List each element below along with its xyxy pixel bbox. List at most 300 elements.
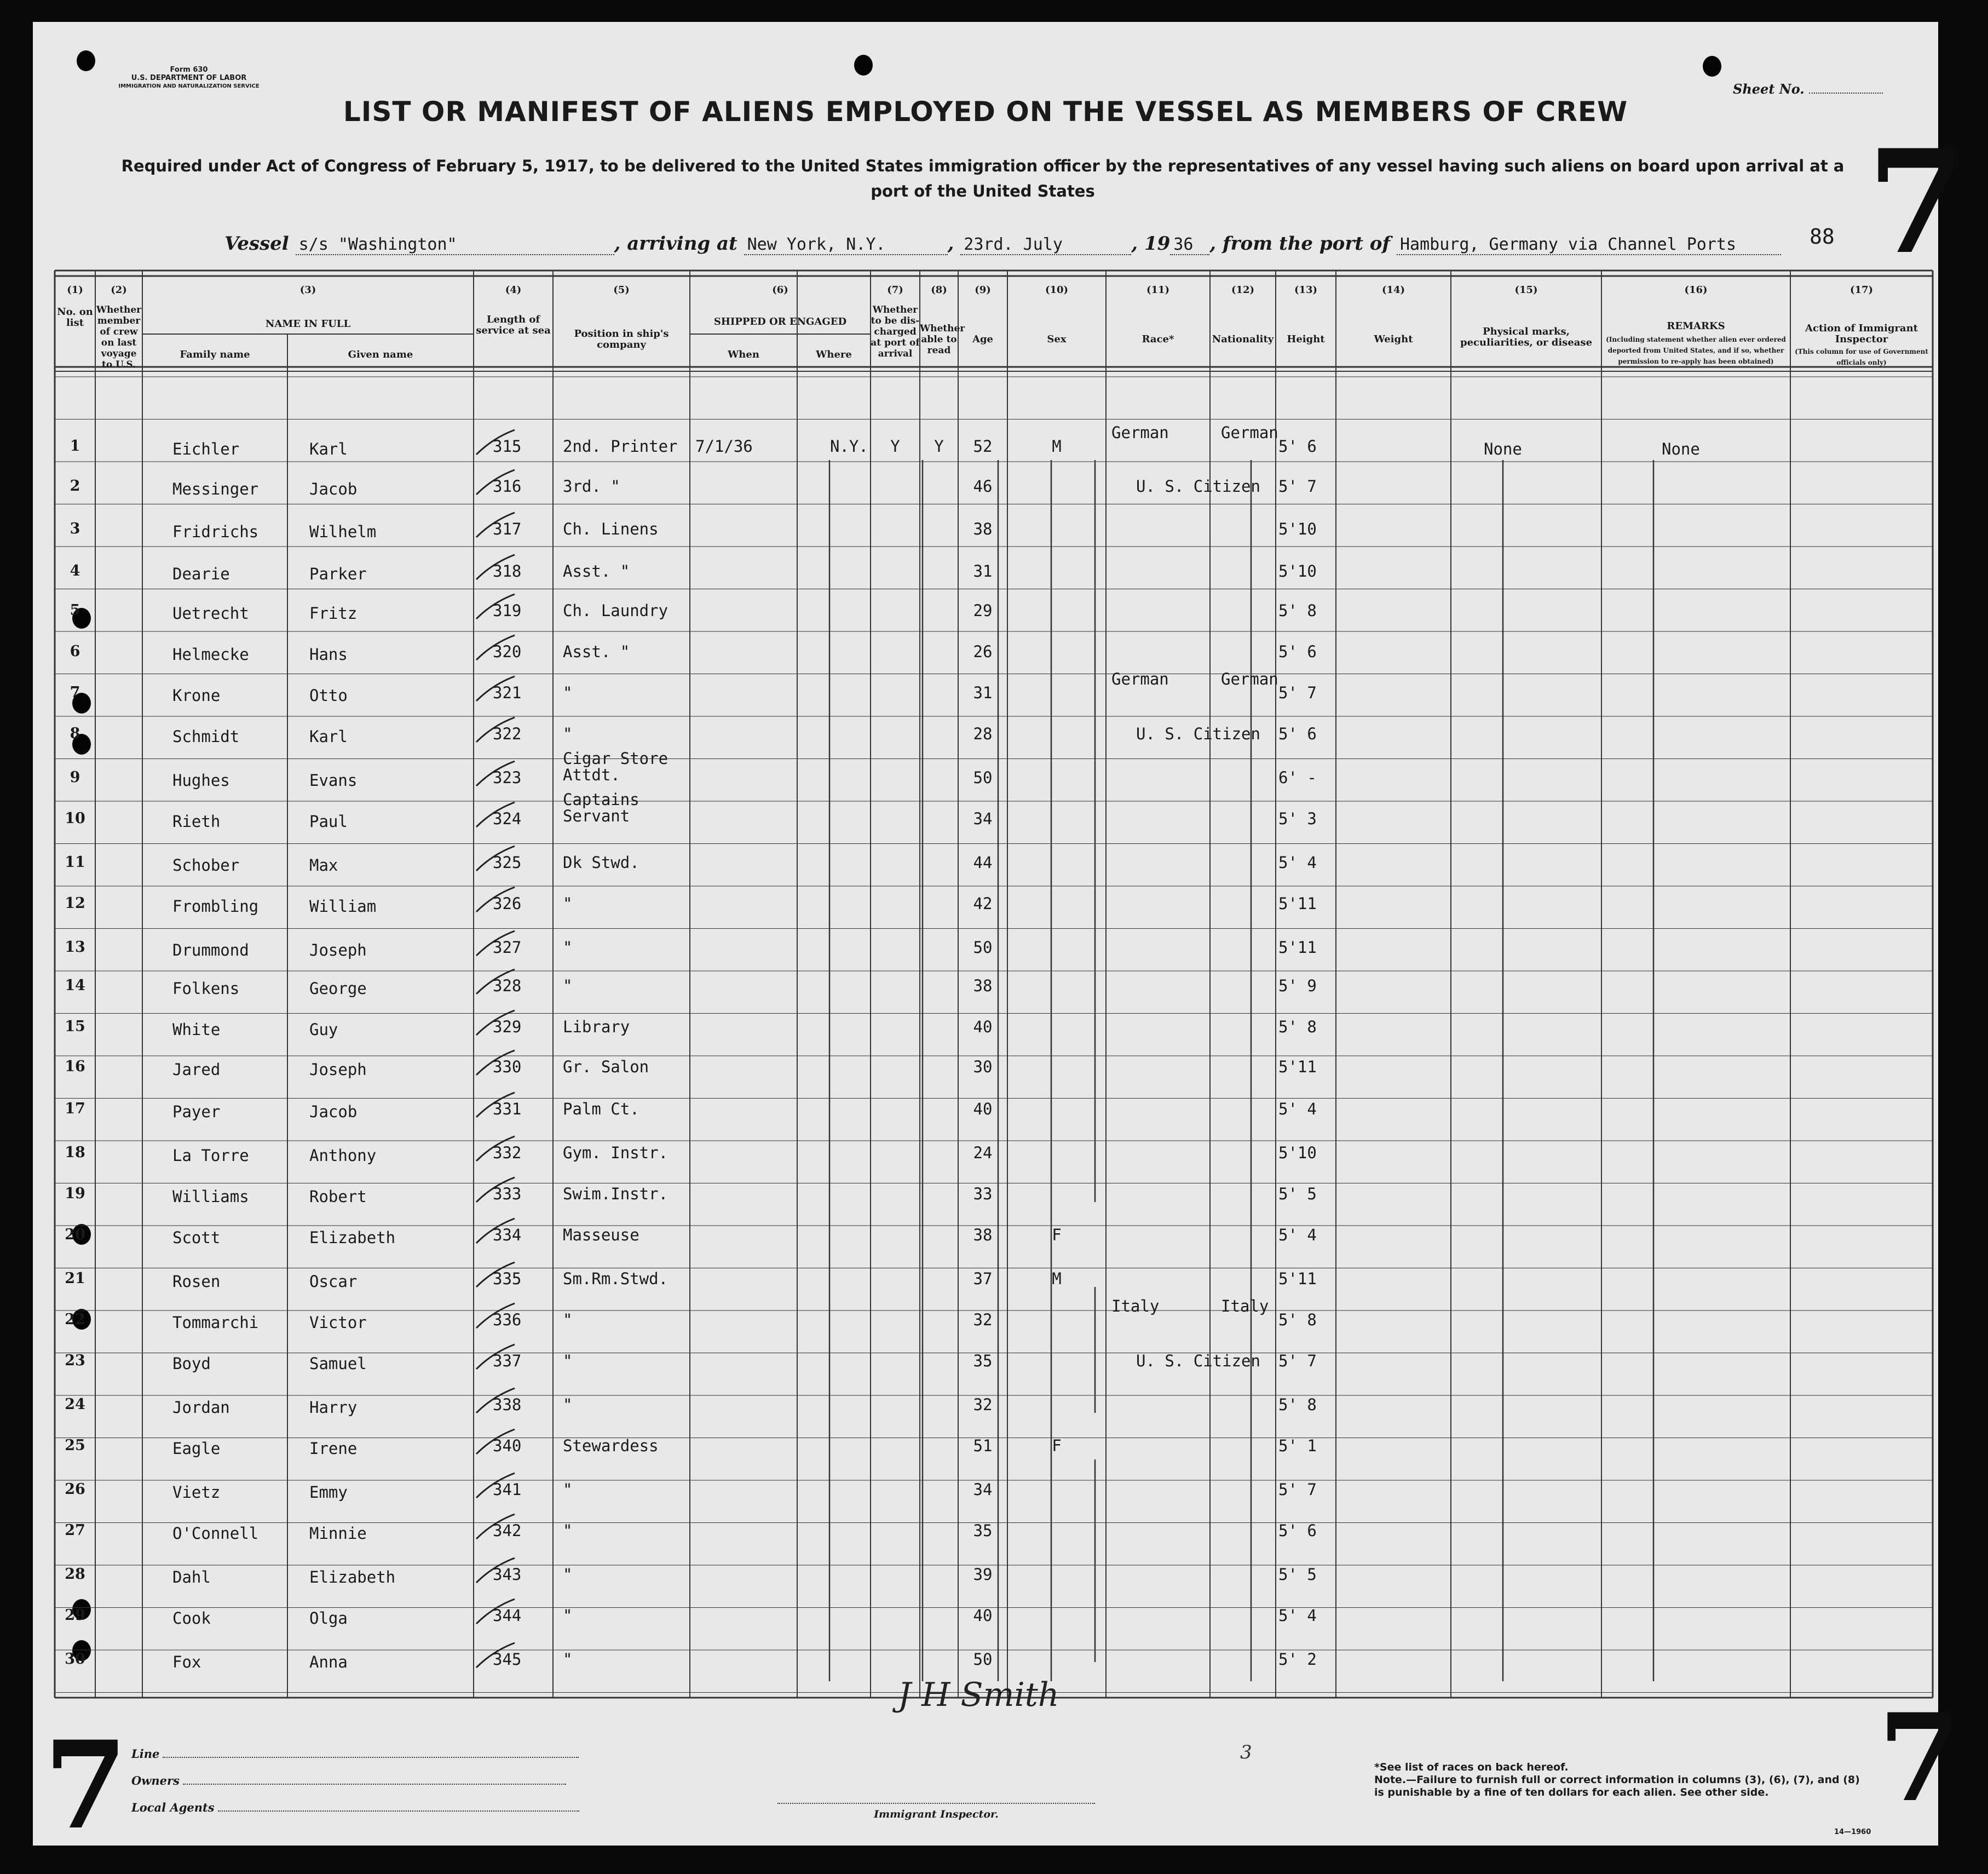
height: 5' 1 (1278, 1436, 1317, 1455)
given-name: Elizabeth (309, 1228, 396, 1247)
height: 5'11 (1278, 1057, 1317, 1076)
arriving-at: New York, N.Y. (744, 235, 948, 255)
given-name: Jacob (309, 1102, 358, 1121)
given-name: Karl (309, 727, 348, 746)
position: " (563, 894, 573, 913)
length-of-service: 318 (493, 562, 522, 580)
age: 33 (973, 1185, 993, 1203)
given-name: George (309, 979, 367, 998)
height: 5'10 (1278, 1143, 1317, 1162)
age: 34 (973, 809, 993, 828)
race-note: *See list of races on back hereof. (1374, 1761, 1569, 1773)
header-action-of-inspector: Action of Immigrant Inspector (1805, 323, 1918, 345)
row-number: 17 (65, 1100, 85, 1117)
age: 46 (973, 477, 993, 496)
height: 5' 6 (1278, 1521, 1317, 1540)
position: Sm.Rm.Stwd. (563, 1269, 669, 1288)
header-where: Where (816, 349, 852, 360)
age: 38 (973, 520, 993, 538)
family-name: Frombling (172, 897, 259, 916)
nationality: German (1221, 423, 1278, 442)
header-no-on-list: No. on list (57, 306, 93, 329)
given-name: Max (309, 856, 338, 875)
sex: F (1052, 1226, 1062, 1244)
given-name: Wilhelm (309, 522, 377, 541)
height: 5' 5 (1278, 1565, 1317, 1584)
height: 6' - (1278, 768, 1317, 787)
penalty-note: Note.—Failure to furnish full or correct information in columns (3), (6), (7), and (8) is punishable by a fine of ten dollars for each alien. See other side. (1374, 1774, 1860, 1798)
row-number: 14 (65, 977, 85, 994)
given-name: Parker (309, 565, 367, 583)
position: Asst. " (563, 642, 630, 661)
family-name: White (172, 1020, 221, 1039)
given-name: Irene (309, 1439, 358, 1458)
given-name: Samuel (309, 1354, 367, 1373)
height: 5'10 (1278, 562, 1317, 580)
column-number: (4) (505, 284, 522, 296)
length-of-service: 335 (493, 1269, 522, 1288)
height: 5' 2 (1278, 1650, 1317, 1669)
row-number: 30 (65, 1651, 85, 1668)
length-of-service: 329 (493, 1018, 522, 1036)
arrival-year: 36 (1170, 235, 1209, 255)
family-name: Uetrecht (172, 604, 249, 623)
race: German (1111, 423, 1169, 442)
line-field (131, 1747, 579, 1761)
able-to-read: Y (934, 437, 944, 456)
position: Captains (563, 790, 639, 809)
given-name: Victor (309, 1313, 367, 1332)
agents-label: Local Agents (131, 1801, 215, 1814)
position: " (563, 976, 573, 995)
header-weight: Weight (1374, 334, 1413, 345)
row-number: 13 (65, 939, 85, 956)
length-of-service: 342 (493, 1521, 522, 1540)
family-name: Fridrichs (172, 522, 259, 541)
race: German (1111, 670, 1169, 688)
age: 28 (973, 725, 993, 743)
row-number: 25 (65, 1437, 85, 1454)
age: 50 (973, 768, 993, 787)
column-number: (9) (975, 284, 991, 296)
header-able-to-read: Whether able to read (920, 323, 965, 356)
row-number: 27 (65, 1522, 85, 1539)
height: 5' 9 (1278, 976, 1317, 995)
column-number: (13) (1294, 284, 1318, 296)
row-number: 3 (70, 520, 80, 537)
length-of-service: 341 (493, 1480, 522, 1499)
page-title: LIST OR MANIFEST OF ALIENS EMPLOYED ON THE VESSEL AS MEMBERS OF CREW (343, 96, 1628, 128)
position: Gym. Instr. (563, 1143, 669, 1162)
header-when: When (728, 349, 759, 360)
header-height: Height (1287, 334, 1325, 345)
row-number: 18 (65, 1144, 85, 1161)
given-name: Jacob (309, 480, 358, 498)
owners-blank (183, 1784, 566, 1785)
height: 5' 8 (1278, 1018, 1317, 1036)
given-name: Joseph (309, 1060, 367, 1079)
position: " (563, 683, 573, 702)
form-number: Form 630 (170, 66, 208, 74)
given-name: Olga (309, 1609, 348, 1628)
age: 29 (973, 601, 993, 620)
height: 5'11 (1278, 938, 1317, 957)
row-number: 24 (65, 1396, 85, 1413)
header-given-name: Given name (348, 349, 413, 360)
column-number: (17) (1849, 284, 1874, 296)
row-number: 19 (65, 1185, 85, 1202)
row-number: 20 (65, 1226, 85, 1243)
family-name: Scott (172, 1228, 221, 1247)
column-number: (2) (111, 284, 127, 296)
agents-blank (218, 1810, 579, 1812)
race: U. S. Citizen (1136, 725, 1260, 743)
race: Italy (1111, 1297, 1160, 1315)
manifest-sheet (33, 22, 1966, 1856)
length-of-service: 337 (493, 1352, 522, 1370)
age: 32 (973, 1395, 993, 1414)
length-of-service: 320 (493, 642, 522, 661)
family-name: Cook (172, 1609, 211, 1628)
position: " (563, 1650, 573, 1669)
sex: M (1052, 1269, 1062, 1288)
family-name: Fox (172, 1653, 201, 1671)
footer-form-number: 14—1960 (1834, 1828, 1871, 1836)
family-name: Schmidt (172, 727, 240, 746)
page-mark: 3 (1240, 1741, 1252, 1763)
age: 44 (973, 853, 993, 872)
row-number: 15 (65, 1018, 85, 1035)
header-whether-member: Whether member of crew on last voyage to U.S. (96, 304, 142, 370)
family-name: Drummond (172, 941, 249, 959)
owners-label: Owners (131, 1774, 180, 1787)
sex: M (1052, 437, 1062, 456)
age: 38 (973, 976, 993, 995)
position: " (563, 1606, 573, 1625)
row-number: 10 (65, 810, 85, 827)
column-number: (6) (772, 284, 788, 296)
header-race: Race* (1142, 334, 1174, 345)
given-name: Guy (309, 1020, 338, 1039)
length-of-service: 336 (493, 1310, 522, 1329)
height: 5' 7 (1278, 477, 1317, 496)
height: 5' 4 (1278, 1100, 1317, 1118)
remarks: None (1662, 440, 1700, 458)
row-number: 21 (65, 1270, 85, 1287)
column-number: (10) (1045, 284, 1069, 296)
length-of-service: 328 (493, 976, 522, 995)
service: IMMIGRATION AND NATURALIZATION SERVICE (118, 83, 260, 89)
height: 5'10 (1278, 520, 1317, 538)
row-number: 26 (65, 1481, 85, 1498)
physical-marks: None (1484, 440, 1522, 458)
length-of-service: 321 (493, 683, 522, 702)
length-of-service: 327 (493, 938, 522, 957)
row-number: 12 (65, 895, 85, 912)
position: Dk Stwd. (563, 853, 639, 872)
length-of-service: 323 (493, 768, 522, 787)
line-blank (163, 1757, 579, 1758)
column-number: (1) (67, 284, 83, 296)
row-number: 16 (65, 1058, 85, 1075)
height: 5'11 (1278, 894, 1317, 913)
length-of-service: 345 (493, 1650, 522, 1669)
discharged: Y (890, 437, 900, 456)
family-name: Rieth (172, 812, 221, 831)
position: " (563, 1565, 573, 1584)
column-number: (11) (1146, 284, 1170, 296)
row-number: 4 (70, 562, 80, 579)
header-discharged: Whether to be dis-charged at port of arrival (871, 304, 920, 359)
age: 26 (973, 642, 993, 661)
length-of-service: 319 (493, 601, 522, 620)
height: 5' 3 (1278, 809, 1317, 828)
height: 5' 5 (1278, 1185, 1317, 1203)
inspector-signature: J H Smith (898, 1676, 1059, 1714)
length-of-service: 315 (493, 437, 522, 456)
row-number: 29 (65, 1607, 85, 1624)
length-of-service: 322 (493, 725, 522, 743)
header-age: Age (972, 334, 993, 345)
position: Masseuse (563, 1226, 639, 1244)
given-name: Otto (309, 686, 348, 705)
age: 37 (973, 1269, 993, 1288)
age: 51 (973, 1436, 993, 1455)
length-of-service: 331 (493, 1100, 522, 1118)
position: " (563, 1310, 573, 1329)
family-name: Eagle (172, 1439, 221, 1458)
family-name: Hughes (172, 771, 230, 790)
arriving-label: , arriving at (614, 233, 737, 255)
position: Servant (563, 807, 630, 825)
row-number: 6 (70, 643, 80, 660)
given-name: Paul (309, 812, 348, 831)
row-number: 1 (70, 438, 80, 455)
family-name: Dearie (172, 565, 230, 583)
position: Gr. Salon (563, 1057, 649, 1076)
column-number: (15) (1514, 284, 1538, 296)
position: 2nd. Printer (563, 437, 678, 456)
header-nationality: Nationality (1212, 334, 1274, 345)
family-name: Vietz (172, 1483, 221, 1502)
family-name: Messinger (172, 480, 259, 498)
length-of-service: 325 (493, 853, 522, 872)
height: 5' 6 (1278, 642, 1317, 661)
given-name: Elizabeth (309, 1568, 396, 1586)
length-of-service: 316 (493, 477, 522, 496)
position: Swim.Instr. (563, 1185, 669, 1203)
header-shipped-or-engaged: SHIPPED OR ENGAGED (713, 316, 847, 327)
sheet-big-number: 7 (1867, 119, 1966, 286)
height: 5' 7 (1278, 1352, 1317, 1370)
row-number: 8 (70, 725, 80, 742)
row-number: 2 (70, 478, 80, 495)
owners-field (131, 1774, 579, 1787)
position: Cigar Store (563, 749, 669, 768)
position: Ch. Laundry (563, 601, 669, 620)
position: " (563, 1395, 573, 1414)
given-name: Robert (309, 1187, 367, 1206)
header-length-of-service: Length of service at sea (476, 314, 551, 336)
footer-fields (131, 1747, 579, 1827)
shipped-where: N.Y. (830, 437, 868, 456)
family-name: Jordan (172, 1398, 230, 1417)
height: 5' 8 (1278, 601, 1317, 620)
header-name-in-full: NAME IN FULL (265, 318, 351, 330)
family-name: Williams (172, 1187, 249, 1206)
position: Attdt. (563, 766, 620, 784)
age: 35 (973, 1521, 993, 1540)
given-name: Fritz (309, 604, 358, 623)
position: Library (563, 1018, 630, 1036)
position: " (563, 1521, 573, 1540)
family-name: Boyd (172, 1354, 211, 1373)
height: 5' 8 (1278, 1310, 1317, 1329)
position: Ch. Linens (563, 520, 659, 538)
family-name: Folkens (172, 979, 240, 998)
footer-big-number-left: 7 (44, 1714, 128, 1856)
row-number: 9 (70, 769, 80, 786)
family-name: O'Connell (172, 1524, 259, 1543)
given-name: Harry (309, 1398, 358, 1417)
age: 50 (973, 1650, 993, 1669)
family-name: Schober (172, 856, 240, 875)
column-number: (3) (299, 284, 316, 296)
column-number: (14) (1381, 284, 1405, 296)
from-port: Hamburg, Germany via Channel Ports (1397, 235, 1781, 255)
age: 40 (973, 1606, 993, 1625)
position: " (563, 1480, 573, 1499)
position: Palm Ct. (563, 1100, 639, 1118)
length-of-service: 324 (493, 809, 522, 828)
length-of-service: 334 (493, 1226, 522, 1244)
age: 34 (973, 1480, 993, 1499)
height: 5'11 (1278, 1269, 1317, 1288)
length-of-service: 330 (493, 1057, 522, 1076)
position: Asst. " (563, 562, 630, 580)
age: 40 (973, 1100, 993, 1118)
age: 31 (973, 683, 993, 702)
footer-big-number-right: 7 (1878, 1687, 1962, 1829)
family-name: Payer (172, 1102, 221, 1121)
age: 40 (973, 1018, 993, 1036)
header-family-name: Family name (180, 349, 250, 360)
height: 5' 6 (1278, 437, 1317, 456)
line-label: Line (131, 1747, 160, 1761)
height: 5' 4 (1278, 1606, 1317, 1625)
shipped-when: 7/1/36 (695, 437, 753, 456)
height: 5' 7 (1278, 683, 1317, 702)
header-remarks: REMARKS (1667, 320, 1725, 332)
row-number: 5 (70, 602, 80, 619)
family-name: Jared (172, 1060, 221, 1079)
vessel-name: s/s "Washington" (296, 235, 614, 255)
height: 5' 7 (1278, 1480, 1317, 1499)
given-name: Joseph (309, 941, 367, 959)
vessel-line: Vessel s/s "Washington" , arriving at New York, N.Y. , 23rd. July , 19 36 , from the port of Hamburg, Germany via Channel Ports (224, 233, 1781, 255)
row-number: 22 (65, 1311, 85, 1328)
page-subtitle: Required under Act of Congress of February 5, 1917, to be delivered to the United States immigration officer by the representatives of any vessel having such aliens on board upon arrival at a port of the United States (121, 157, 1845, 200)
nationality: German (1221, 670, 1278, 688)
age: 31 (973, 562, 993, 580)
age: 32 (973, 1310, 993, 1329)
race: U. S. Citizen (1136, 477, 1260, 496)
race: U. S. Citizen (1136, 1352, 1260, 1370)
row-number: 7 (70, 684, 80, 701)
age: 24 (973, 1143, 993, 1162)
position: 3rd. " (563, 477, 620, 496)
given-name: Minnie (309, 1524, 367, 1543)
age: 42 (973, 894, 993, 913)
header-remarks-note: (Including statement whether alien ever ordered deported from United States, and if so, whether permission to re-apply has been obtained) (1606, 336, 1786, 365)
given-name: Anthony (309, 1146, 377, 1165)
column-number: (7) (887, 284, 903, 296)
age: 52 (973, 437, 993, 456)
row-number: 23 (65, 1352, 85, 1369)
age: 38 (973, 1226, 993, 1244)
height: 5' 6 (1278, 725, 1317, 743)
length-of-service: 340 (493, 1436, 522, 1455)
position: " (563, 725, 573, 743)
length-of-service: 332 (493, 1143, 522, 1162)
given-name: Karl (309, 440, 348, 458)
length-of-service: 333 (493, 1185, 522, 1203)
arrival-date: 23rd. July (960, 235, 1131, 255)
given-name: Oscar (309, 1272, 358, 1291)
footer-note (1374, 1761, 1867, 1799)
given-name: William (309, 897, 377, 916)
column-number: (16) (1684, 284, 1708, 296)
row-number: 28 (65, 1566, 85, 1583)
header-physical-marks: Physical marks, peculiarities, or disease (1460, 326, 1593, 348)
header-action-note: (This column for use of Government officials only) (1795, 348, 1928, 366)
height: 5' 8 (1278, 1395, 1317, 1414)
given-name: Hans (309, 645, 348, 664)
sheet-number-label: Sheet No. (1733, 81, 1805, 97)
column-number: (8) (931, 284, 947, 296)
inspector-label: Immigrant Inspector. (777, 1803, 1095, 1820)
age: 35 (973, 1352, 993, 1370)
height: 5' 4 (1278, 853, 1317, 872)
length-of-service: 317 (493, 520, 522, 538)
from-label: , from the port of (1209, 233, 1391, 255)
given-name: Emmy (309, 1483, 348, 1502)
department: U.S. DEPARTMENT OF LABOR (131, 74, 247, 82)
given-name: Anna (309, 1653, 348, 1671)
year-prefix: , 19 (1131, 233, 1171, 255)
family-name: Rosen (172, 1272, 221, 1291)
agents-field (131, 1801, 579, 1814)
sex: F (1052, 1436, 1062, 1455)
age: 30 (973, 1057, 993, 1076)
age: 39 (973, 1565, 993, 1584)
position: " (563, 938, 573, 957)
sheet-count: 88 (1810, 225, 1835, 249)
length-of-service: 344 (493, 1606, 522, 1625)
length-of-service: 338 (493, 1395, 522, 1414)
header-position: Position in ship's company (574, 328, 669, 350)
height: 5' 4 (1278, 1226, 1317, 1244)
family-name: Krone (172, 686, 221, 705)
header-sex: Sex (1047, 334, 1067, 345)
family-name: Tommarchi (172, 1313, 259, 1332)
family-name: Dahl (172, 1568, 211, 1586)
nationality: Italy (1221, 1297, 1269, 1315)
position: Stewardess (563, 1436, 659, 1455)
vessel-label: Vessel (224, 233, 289, 255)
family-name: Helmecke (172, 645, 249, 664)
column-number: (5) (613, 284, 630, 296)
